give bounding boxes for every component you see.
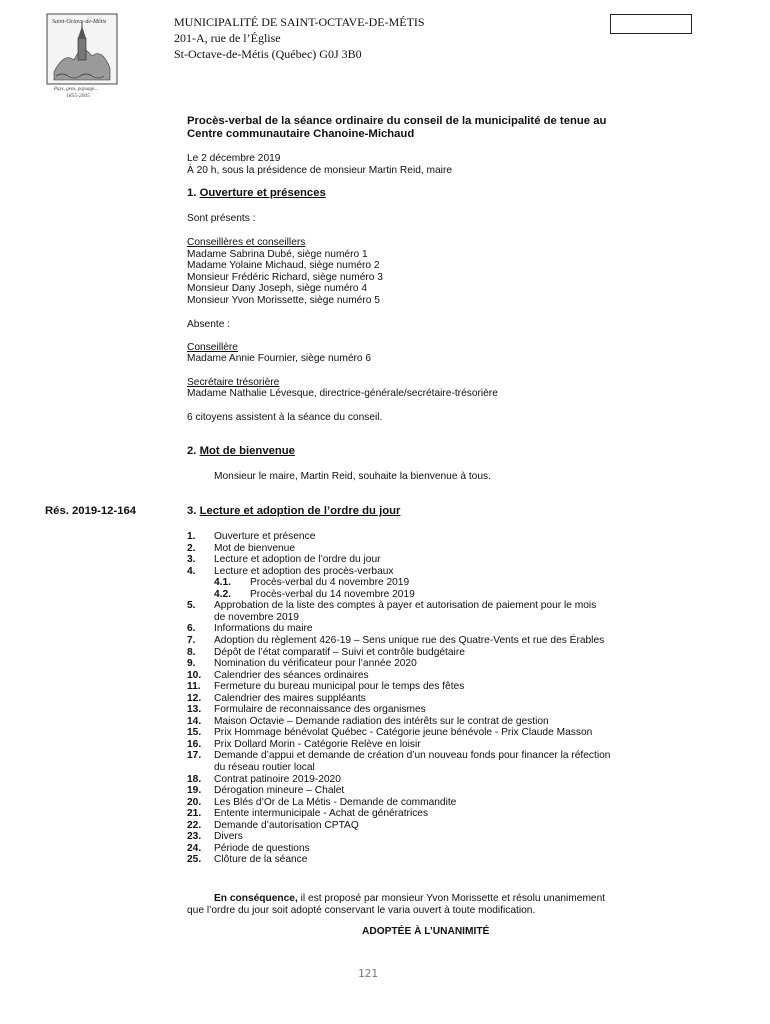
- agenda-item-text: Lecture et adoption de l’ordre du jour: [214, 554, 381, 566]
- title-line-2: Centre communautaire Chanoine-Michaud: [187, 128, 415, 140]
- adoption-statement: ADOPTÉE À L’UNANIMITÉ: [362, 926, 490, 937]
- agenda-item-number: 4.1.: [214, 577, 231, 589]
- section-3-heading: [187, 506, 400, 518]
- reference-box: [610, 14, 692, 34]
- page-number: 121: [358, 967, 378, 980]
- conseiller-item: Monsieur Yvon Morissette, siège numéro 5: [187, 295, 380, 306]
- agenda-item-text: Clôture de la séance: [214, 854, 308, 866]
- agenda-item-text: Dérogation mineure – Chalet: [214, 785, 345, 797]
- agenda-item-text-continued: de novembre 2019: [214, 611, 299, 623]
- agenda-item-text: Divers: [214, 831, 243, 843]
- section-title: Ouverture et présences: [199, 187, 326, 199]
- agenda-item-text: Période de questions: [214, 842, 310, 854]
- meeting-date: Le 2 décembre 2019: [187, 153, 281, 164]
- conseillers-label: Conseillères et conseillers: [187, 237, 306, 248]
- agenda-item-number: 14.: [187, 715, 202, 727]
- agenda-item-number: 8.: [187, 646, 196, 658]
- agenda-item-text: Demande d’appui et demande de création d’un nouveau fonds pour financer la réfection: [214, 750, 611, 762]
- agenda-item-number: 15.: [187, 727, 202, 739]
- agenda-item-number: 4.2.: [214, 588, 231, 600]
- agenda-item-number: 13.: [187, 704, 202, 716]
- agenda-item-number: 10.: [187, 669, 202, 681]
- conseiller-item: Madame Sabrina Dubé, siège numéro 1: [187, 249, 368, 260]
- section-number: 2.: [187, 445, 197, 457]
- agenda-item-text: Calendrier des maires suppléants: [214, 692, 366, 704]
- conseiller-item: Madame Yolaine Michaud, siège numéro 2: [187, 260, 380, 271]
- meeting-presidence: À 20 h, sous la présidence de monsieur Martin Reid, maire: [187, 165, 453, 176]
- agenda-item-number: 3.: [187, 554, 196, 566]
- agenda-item-number: 4.: [187, 565, 196, 577]
- agenda-item-text: Dépôt de l’état comparatif – Suivi et contrôle budgétaire: [214, 646, 465, 658]
- agenda-item-number: 1.: [187, 531, 196, 542]
- municipality-name: MUNICIPALITÉ DE SAINT-OCTAVE-DE-MÉTIS: [174, 15, 425, 29]
- consequence-line-2: que l’ordre du jour soit adopté conservant le varia ouvert à toute modification.: [187, 905, 536, 916]
- agenda-item-text: Formulaire de reconnaissance des organismes: [214, 704, 426, 716]
- agenda-item-number: 2.: [187, 542, 196, 554]
- agenda-item-text-continued: du réseau routier local: [214, 762, 315, 773]
- agenda-item-number: 21.: [187, 808, 202, 820]
- presents-label: Sont présents :: [187, 213, 256, 224]
- agenda-item-text: Fermeture du bureau municipal pour le temps des fêtes: [214, 681, 465, 693]
- section-number: 1.: [187, 187, 197, 199]
- agenda-item-number: 19.: [187, 785, 202, 797]
- agenda-item-number: 23.: [187, 831, 202, 843]
- svg-text:1855-2005: 1855-2005: [66, 93, 90, 98]
- consequence-text: il est proposé par monsieur Yvon Morissette et résolu unanimement: [297, 893, 606, 904]
- bienvenue-text: Monsieur le maire, Martin Reid, souhaite la bienvenue à tous.: [214, 471, 491, 482]
- agenda-item-text: Contrat patinoire 2019-2020: [214, 773, 341, 785]
- secretaire-name: Madame Nathalie Lévesque, directrice-générale/secrétaire-trésorière: [187, 388, 498, 399]
- agenda-item-number: 6.: [187, 623, 196, 635]
- agenda-item-text: Demande d’autorisation CPTAQ: [214, 819, 359, 831]
- agenda-item-text: Informations du maire: [214, 623, 313, 635]
- agenda-item-text: Prix Dollard Morin - Catégorie Relève en loisir: [214, 738, 421, 750]
- section-title: Lecture et adoption de l’ordre du jour: [199, 505, 401, 517]
- municipal-logo: [44, 12, 120, 98]
- resolution-number: Rés. 2019-12-164: [45, 505, 137, 517]
- agenda-item-number: 7.: [187, 634, 196, 646]
- municipality-address: 201-A, rue de l’Église: [174, 31, 281, 45]
- agenda-item-number: 24.: [187, 842, 202, 854]
- section-1-heading: [187, 188, 326, 200]
- title-line-1: Procès-verbal de la séance ordinaire du conseil de la municipalité de tenue au: [187, 115, 607, 127]
- absente-label: Absente :: [187, 319, 231, 330]
- agenda-item-text: Mot de bienvenue: [214, 542, 295, 554]
- agenda-item-number: 17.: [187, 750, 202, 762]
- agenda-item-text: Ouverture et présence: [214, 531, 316, 542]
- agenda-item-text: Procès-verbal du 4 novembre 2019: [250, 577, 410, 589]
- agenda-item-number: 22.: [187, 819, 202, 831]
- consequence-line-1: [214, 893, 605, 905]
- agenda-item-text: Entente intermunicipale - Achat de génératrices: [214, 808, 429, 820]
- agenda-item-text: Maison Octavie – Demande radiation des intérêts sur le contrat de gestion: [214, 715, 549, 727]
- svg-text:Saint-Octave-de-Métis: Saint-Octave-de-Métis: [52, 19, 107, 25]
- section-2-heading: [187, 446, 295, 458]
- conseillere-absente: Madame Annie Fournier, siège numéro 6: [187, 353, 372, 364]
- agenda-item-text: Les Blés d’Or de La Métis - Demande de commandite: [214, 796, 457, 808]
- agenda-item-text: Approbation de la liste des comptes à payer et autorisation de paiement pour le mois: [214, 600, 597, 612]
- conseillere-label: Conseillère: [187, 342, 238, 353]
- agenda-item-number: 18.: [187, 773, 202, 785]
- agenda-item-text: Nomination du vérificateur pour l’année 2020: [214, 658, 417, 670]
- agenda-item-number: 9.: [187, 658, 196, 670]
- conseiller-item: Monsieur Frédéric Richard, siège numéro 3: [187, 272, 383, 283]
- municipality-city: St-Octave-de-Métis (Québec) G0J 3B0: [174, 47, 362, 61]
- agenda-item-number: 5.: [187, 600, 196, 612]
- section-title: Mot de bienvenue: [199, 445, 295, 457]
- agenda-item-number: 11.: [187, 681, 201, 693]
- agenda-item-text: Adoption du règlement 426-19 – Sens unique rue des Quatre-Vents et rue des Érables: [214, 634, 605, 646]
- consequence-bold: En conséquence,: [214, 893, 298, 904]
- agenda-item-number: 20.: [187, 796, 202, 808]
- agenda-item-text: Calendrier des séances ordinaires: [214, 669, 369, 681]
- conseiller-item: Monsieur Dany Joseph, siège numéro 4: [187, 283, 368, 294]
- agenda-item-text: Procès-verbal du 14 novembre 2019: [250, 588, 415, 600]
- svg-text:Pays, gens, paysage...: Pays, gens, paysage...: [54, 87, 99, 92]
- secretaire-label: Secrétaire trésorière: [187, 377, 280, 388]
- citoyens-count: 6 citoyens assistent à la séance du conseil.: [187, 412, 383, 423]
- agenda-item-number: 12.: [187, 692, 202, 704]
- section-number: 3.: [187, 505, 197, 517]
- agenda-item-number: 16.: [187, 738, 202, 750]
- agenda-item-text: Prix Hommage bénévolat Québec - Catégorie jeune bénévole - Prix Claude Masson: [214, 727, 593, 739]
- agenda-item-text: Lecture et adoption des procès-verbaux: [214, 565, 394, 577]
- agenda-item-number: 25.: [187, 854, 202, 866]
